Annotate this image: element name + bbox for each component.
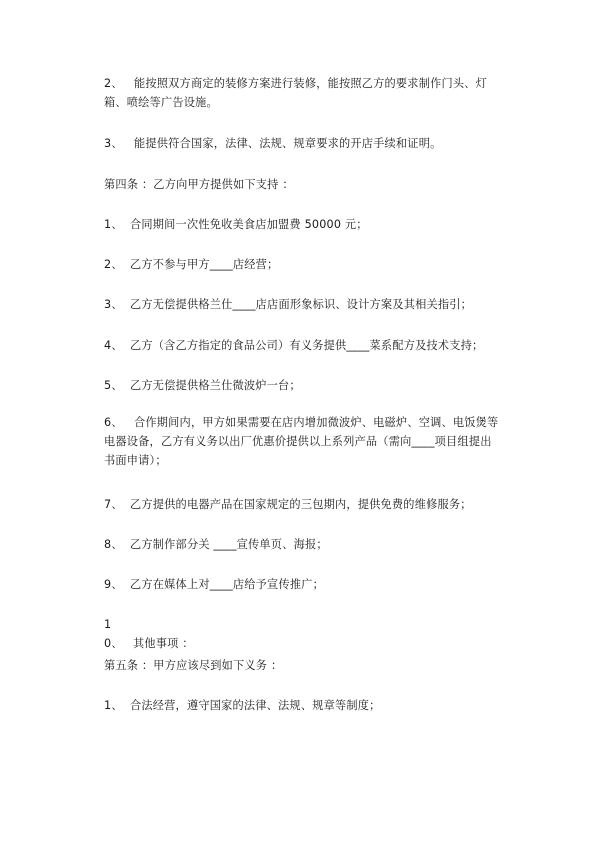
paragraph-number: 5、 — [104, 379, 123, 392]
paragraph-12 — [104, 575, 499, 594]
paragraph-text: 能提供符合国家，法律、法规、规章要求的开店手续和证明。 — [134, 137, 442, 150]
paragraph-text: 乙方制作部分关 ____宣传单页、海报； — [130, 538, 328, 551]
paragraph-13 — [104, 615, 499, 653]
paragraph-number: 9、 — [104, 578, 123, 591]
paragraph-number: 4、 — [104, 339, 123, 352]
paragraph-number: 3、 — [104, 298, 123, 311]
paragraph-number: 3、 — [104, 137, 123, 150]
paragraph-text: 合同期间一次性免收美食店加盟费 50000 元； — [130, 218, 368, 231]
paragraph-7 — [104, 336, 499, 355]
paragraph-6 — [104, 295, 499, 314]
paragraph-4 — [104, 215, 499, 234]
paragraph-number: 10、 — [104, 618, 123, 650]
paragraph-number: 1、 — [104, 699, 123, 712]
paragraph-2 — [104, 134, 499, 153]
paragraph-text: 能按照双方商定的装修方案进行装修，能按照乙方的要求制作门头、灯箱、喷绘等广告设施。 — [104, 77, 488, 109]
paragraph-9 — [104, 413, 499, 470]
paragraph-text: 第四条 ：乙方向甲方提供如下支持 ： — [104, 178, 294, 191]
paragraph-number: 1、 — [104, 218, 123, 231]
paragraph-text: 第五条 ：甲方应该尽到如下义务 ： — [104, 659, 283, 672]
paragraph-text: 乙方提供的电器产品在国家规定的三包期内，提供免费的维修服务； — [130, 498, 472, 511]
paragraph-text: 乙方在媒体上对____店给予宣传推广； — [130, 578, 324, 591]
paragraph-number: 8、 — [104, 538, 123, 551]
paragraph-5 — [104, 255, 499, 274]
article-heading — [104, 656, 499, 675]
article-heading — [104, 175, 499, 194]
paragraph-11 — [104, 535, 499, 554]
paragraph-text: 乙方不参与甲方____店经营； — [130, 258, 279, 271]
paragraph-15 — [104, 696, 499, 715]
paragraph-text: 其他事项 ： — [133, 637, 194, 650]
paragraph-number: 7、 — [104, 498, 123, 511]
paragraph-text: 乙方无偿提供格兰仕____店店面形象标识、设计方案及其相关指引； — [130, 298, 473, 311]
paragraph-number: 2、 — [104, 77, 123, 90]
paragraph-1 — [104, 74, 499, 112]
paragraph-text: 合法经营，遵守国家的法律、法规、规章等制度； — [130, 699, 381, 712]
paragraph-8 — [104, 376, 499, 395]
paragraph-text: 乙方无偿提供格兰仕微波炉一台； — [130, 379, 301, 392]
paragraph-10 — [104, 495, 499, 514]
paragraph-number: 2、 — [104, 258, 123, 271]
paragraph-text: 合作期间内，甲方如果需要在店内增加微波炉、电磁炉、空调、电饭煲等电器设备，乙方有义务以出厂优惠价提供以上系列产品（需向____项目组提出书面申请）； — [104, 416, 499, 467]
paragraph-text: 乙方（含乙方指定的食品公司）有义务提供____菜系配方及技术支持； — [130, 339, 484, 352]
paragraph-number: 6、 — [104, 416, 123, 429]
